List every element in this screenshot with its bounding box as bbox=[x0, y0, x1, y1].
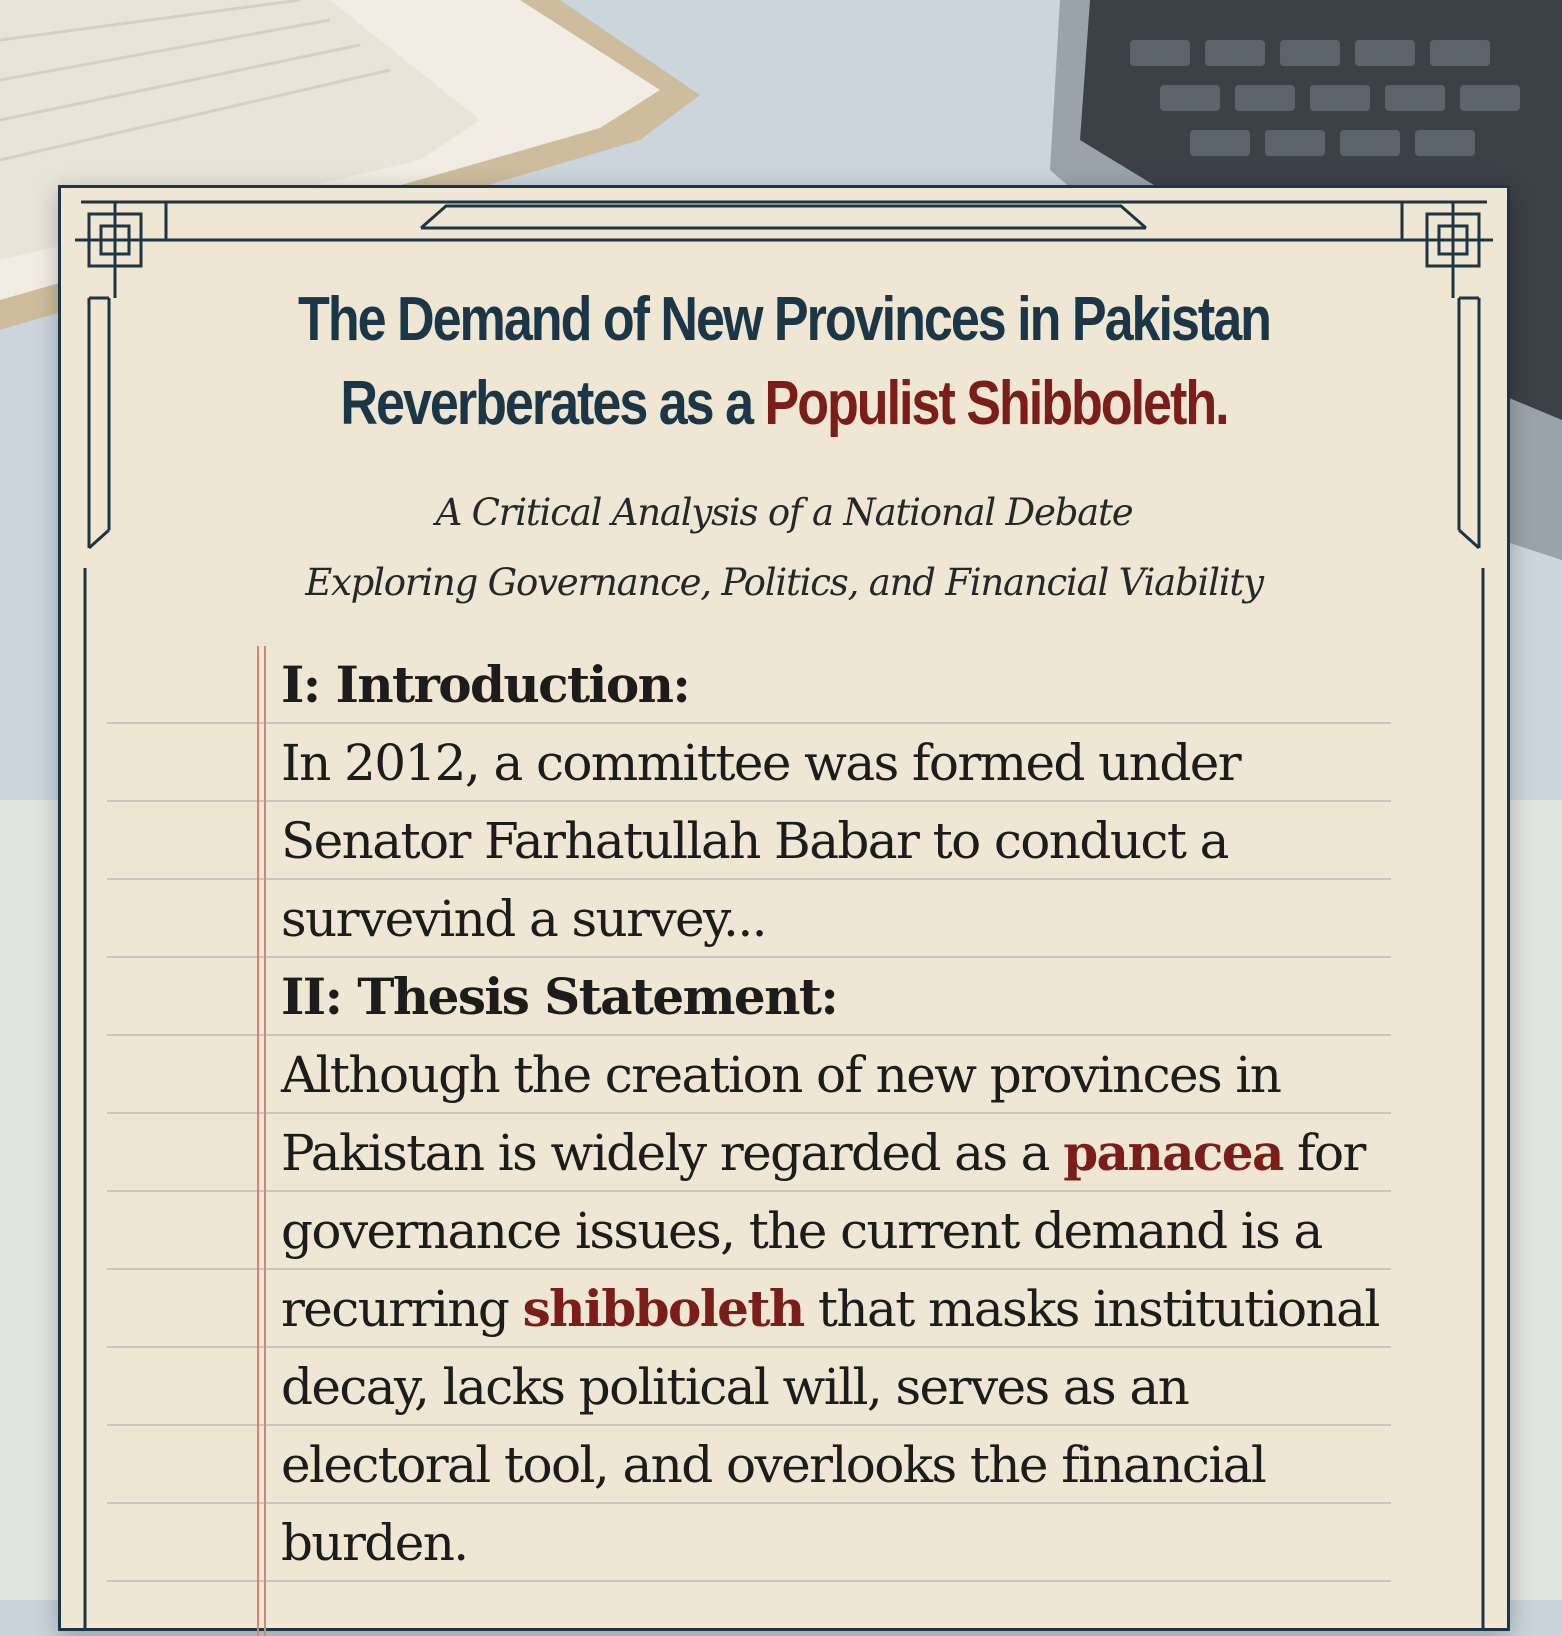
lined-notebook-area bbox=[107, 646, 1391, 1636]
margin-line bbox=[257, 646, 259, 1636]
thesis-line-4 bbox=[281, 1270, 1391, 1348]
notebook-text bbox=[281, 646, 1391, 1582]
thesis-line-1: Although the creation of new provinces in bbox=[281, 1046, 1281, 1104]
thesis-line-2-after: for bbox=[1282, 1124, 1365, 1182]
margin-line bbox=[264, 646, 266, 1636]
thesis-line-2-before: Pakistan is widely regarded as a bbox=[281, 1124, 1064, 1182]
title-line-2 bbox=[177, 362, 1392, 446]
introduction-heading: I: Introduction: bbox=[281, 655, 690, 714]
subtitle-line-2: Exploring Governance, Politics, and Financial Viability bbox=[305, 561, 1263, 604]
document-subtitle bbox=[61, 478, 1507, 618]
thesis-line-7: burden. bbox=[281, 1514, 468, 1572]
title-accent-text: Populist Shibboleth. bbox=[764, 369, 1228, 438]
document-title bbox=[177, 278, 1392, 446]
document-card bbox=[58, 185, 1510, 1631]
thesis-line-3: governance issues, the current demand is a bbox=[281, 1202, 1322, 1260]
thesis-line-2 bbox=[281, 1114, 1391, 1192]
thesis-line-4-after: that masks institutional bbox=[803, 1280, 1379, 1338]
introduction-line-1: In 2012, a committee was formed under bbox=[281, 734, 1241, 792]
subtitle-line-1: A Critical Analysis of a National Debate bbox=[435, 491, 1133, 534]
thesis-heading: II: Thesis Statement: bbox=[281, 967, 838, 1026]
thesis-line-6: electoral tool, and overlooks the financial bbox=[281, 1436, 1266, 1494]
highlight-panacea: panacea bbox=[1063, 1123, 1283, 1182]
highlight-shibboleth: shibboleth bbox=[522, 1279, 804, 1338]
title-line-1: The Demand of New Provinces in Pakistan bbox=[298, 285, 1270, 354]
introduction-line-2: Senator Farhatullah Babar to conduct a bbox=[281, 812, 1228, 870]
introduction-line-3: survevind a survey... bbox=[281, 890, 766, 948]
thesis-line-5: decay, lacks political will, serves as an bbox=[281, 1358, 1189, 1416]
thesis-line-4-before: recurring bbox=[281, 1280, 523, 1338]
title-line-2-prefix: Reverberates as a bbox=[340, 369, 765, 438]
